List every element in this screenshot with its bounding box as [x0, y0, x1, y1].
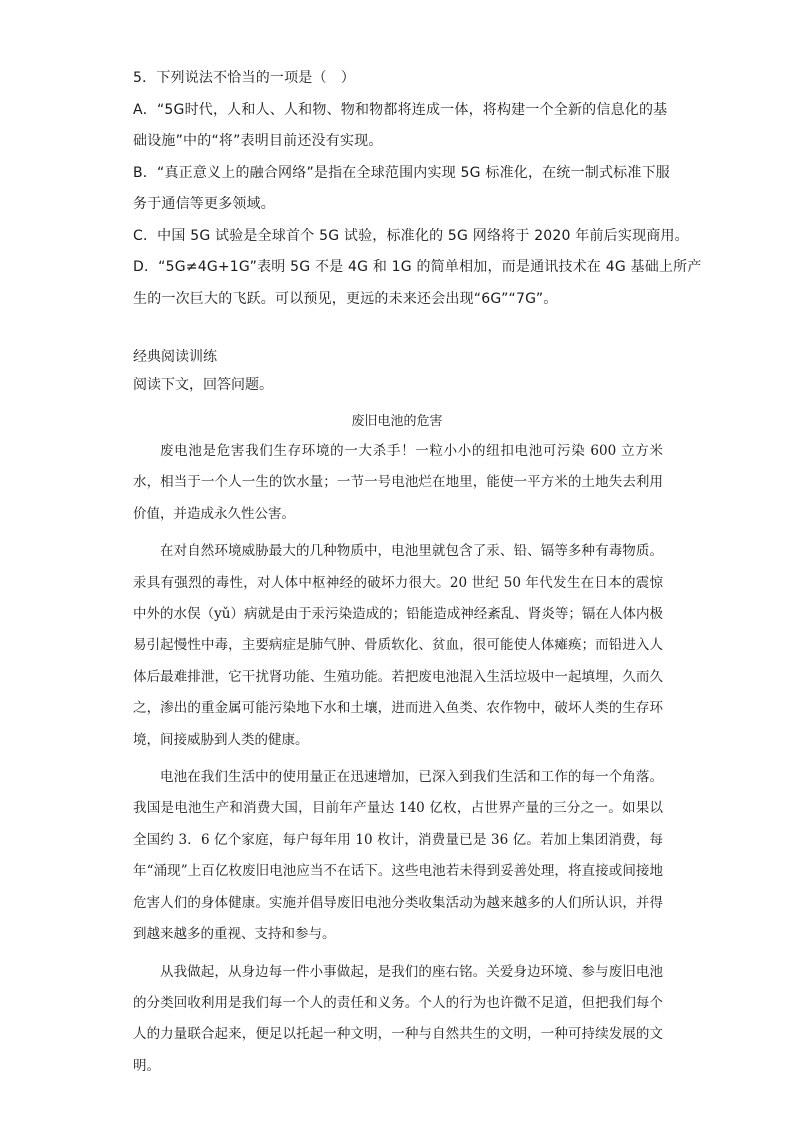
- article-paragraph: 从我做起，从身边每一件小事做起，是我们的座右铭。关爱身边环境、参与废旧电池的分类回收利用是我们每一个人的责任和义务。个人的行为也许微不足道，但把我们每个人的力量联合起来，便足以托起一种文明，一种与自然共生的文明，一种可持续发展的文明。: [133, 963, 663, 1074]
- section-heading: 经典阅读训练: [133, 349, 217, 365]
- article-paragraph: 废电池是危害我们生存环境的一大杀手！一粒小小的纽扣电池可污染 600 立方米水，相当于一个人一生的饮水量；一节一号电池烂在地里，能使一平方米的土地失去利用价值，并造成永久性公害。: [133, 443, 663, 522]
- question-5: [133, 63, 702, 315]
- section-instruction: 阅读下文，回答问题。: [133, 377, 273, 393]
- article-paragraph: 电池在我们生活中的使用量正在迅速增加，已深入到我们生活和工作的每一个角落。我国是电池生产和消费大国，目前年产量达 140 亿枚，占世界产量的三分之一。如果以全国约 3．6 亿个家庭，每户每年用 10 枚计，消费量已是 36 亿。若加上集团消费，每年“涌现”上百亿枚废旧电池应当不在话下。这些电池若未得到妥善处理，将直接或间接地危害人们的身体健康。实施并倡导废旧电池分类收集活动为越来越多的人们所认识，并得到越来越多的重视、支持和参与。: [133, 769, 663, 943]
- option-a-line1: A．“5G时代，人和人、人和物、物和物都将连成一体，将构建一个全新的信息化的基: [133, 101, 668, 118]
- option-b-line2: 务于通信等更多领域。: [133, 196, 275, 212]
- option-d-line2: 生的一次巨大的飞跃。可以预见，更远的未来还会出现“6G”“7G”。: [133, 290, 558, 307]
- article-title: 废旧电池的危害: [351, 414, 443, 429]
- article-body: [133, 436, 663, 1088]
- question-stem: 5．下列说法不恰当的一项是（ ）: [133, 70, 356, 86]
- option-a-line2: 础设施”中的“将”表明目前还没有实现。: [133, 133, 383, 149]
- option-b-line1: B．“真正意义上的融合网络”是指在全球范围内实现 5G 标准化，在统一制式标准下服: [133, 164, 670, 181]
- article-paragraph: 在对自然环境威胁最大的几种物质中，电池里就包含了汞、铅、镉等多种有毒物质。汞具有强烈的毒性，对人体中枢神经的破坏力很大。20 世纪 50 年代发生在日本的震惊中外的水俣（yǔ）病就是由于汞污染造成的；铅能造成神经紊乱、肾炎等；镉在人体内极易引起慢性中毒，主要病症是肺气肿、骨质软化、贫血，很可能使人体瘫痪；而铅进入人体后最难排泄，它干扰肾功能、生殖功能。若把废电池混入生活垃圾中一起填埋，久而久之，渗出的重金属可能污染地下水和土壤，进而进入鱼类、农作物中，破坏人类的生存环境，间接威胁到人类的健康。: [133, 543, 663, 748]
- section-header: [133, 345, 273, 397]
- option-d-line1: D．“5G≠4G+1G”表明 5G 不是 4G 和 1G 的简单相加，而是通讯技术在 4G 基础上所产: [133, 259, 702, 275]
- option-c-line1: C．中国 5G 试验是全球首个 5G 试验，标准化的 5G 网络将于 2020 年前后实现商用。: [133, 227, 689, 244]
